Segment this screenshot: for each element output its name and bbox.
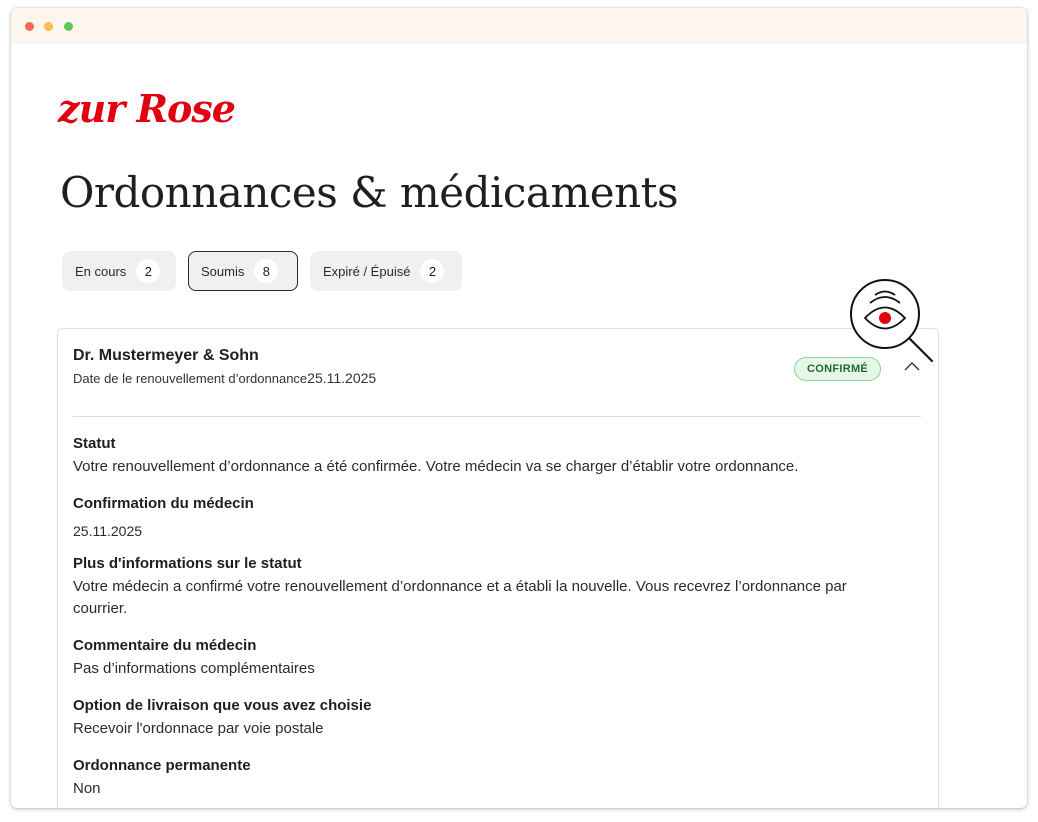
status-badge: CONFIRMÉ xyxy=(794,357,881,381)
field-label: Ordonnance permanente xyxy=(73,757,251,774)
field-value: Non xyxy=(73,780,101,797)
renewal-date-value: 25.11.2025 xyxy=(307,370,377,386)
page-title: Ordonnances & médicaments xyxy=(60,168,679,217)
brand-logo[interactable]: zur Rose xyxy=(58,86,235,131)
renewal-date-line xyxy=(73,370,376,386)
field-value: Pas d’informations complémentaires xyxy=(73,660,315,677)
maximize-window-button[interactable] xyxy=(64,22,73,31)
doctor-name: Dr. Mustermeyer & Sohn xyxy=(73,347,259,364)
field-label: Plus d'informations sur le statut xyxy=(73,555,302,572)
tab-label: Expiré / Épuisé xyxy=(323,263,411,279)
field-value: Recevoir l'ordonnace par voie postale xyxy=(73,720,324,737)
window-titlebar xyxy=(11,8,1027,44)
magnifier-eye-icon xyxy=(846,275,938,367)
field-ordonnance-permanente xyxy=(73,757,251,800)
browser-window xyxy=(11,8,1027,808)
field-commentaire-medecin xyxy=(73,637,315,680)
tab-label: En cours xyxy=(75,263,127,279)
tab-count-badge: 2 xyxy=(420,259,444,283)
tab-soumis[interactable] xyxy=(188,251,298,291)
card-divider xyxy=(73,416,921,417)
tab-expire-epuise[interactable] xyxy=(310,251,462,291)
tab-en-cours[interactable] xyxy=(62,251,176,291)
close-window-button[interactable] xyxy=(25,22,34,31)
field-statut xyxy=(73,435,798,478)
prescription-card xyxy=(57,328,939,808)
field-value: 25.11.2025 xyxy=(73,523,143,539)
field-label: Confirmation du médecin xyxy=(73,495,254,512)
field-value: Votre médecin a confirmé votre renouvellement d’ordonnance et a établi la nouvelle. Vous recevrez l’ordonnance par courrier. xyxy=(73,578,847,617)
field-plus-informations xyxy=(73,555,873,620)
field-label: Commentaire du médecin xyxy=(73,637,257,654)
tab-count-badge: 2 xyxy=(136,259,160,283)
field-option-livraison xyxy=(73,697,371,740)
field-value: Votre renouvellement d’ordonnance a été confirmée. Votre médecin va se charger d’établir votre ordonnance. xyxy=(73,458,799,475)
tab-count-badge: 8 xyxy=(254,259,278,283)
renewal-date-label: Date de le renouvellement d’ordonnance xyxy=(73,371,308,386)
tab-label: Soumis xyxy=(201,263,245,279)
field-confirmation-medecin xyxy=(73,495,254,542)
field-label: Statut xyxy=(73,435,116,452)
minimize-window-button[interactable] xyxy=(44,22,53,31)
field-label: Option de livraison que vous avez choisie xyxy=(73,697,372,714)
